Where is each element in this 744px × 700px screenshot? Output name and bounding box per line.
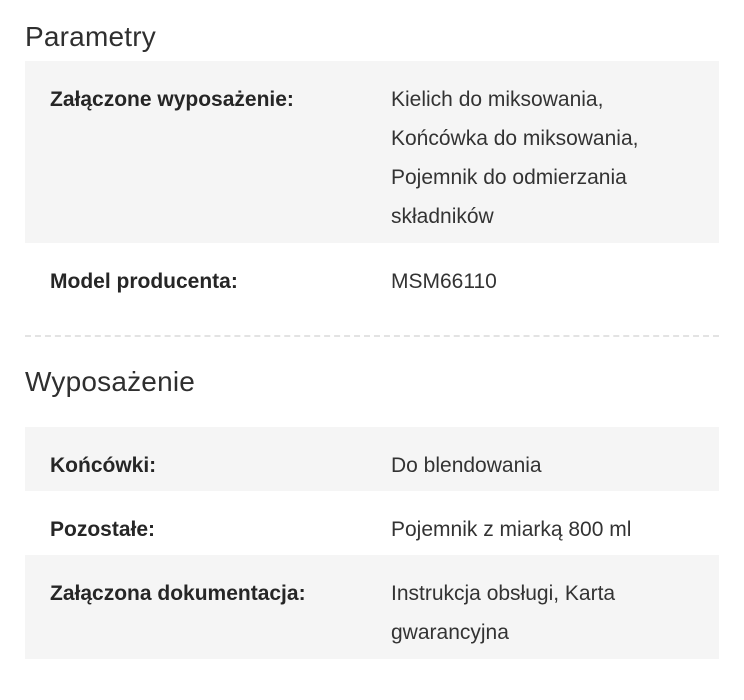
value-line: Pojemnik z miarką 800 ml	[391, 518, 632, 541]
table-row	[25, 61, 719, 243]
value-line: Kielich do miksowania,	[391, 88, 604, 111]
table-row	[25, 243, 719, 307]
row-value	[391, 262, 719, 293]
spec-table-parametry	[25, 61, 719, 307]
row-label: Model producenta:	[50, 270, 238, 293]
table-row	[25, 427, 719, 491]
row-value	[391, 574, 719, 644]
row-value	[391, 80, 719, 228]
table-row	[25, 555, 719, 659]
row-value	[391, 510, 719, 541]
row-value	[391, 446, 719, 477]
row-label: Załączone wyposażenie:	[50, 88, 294, 111]
value-line: składników	[391, 205, 494, 228]
table-row	[25, 491, 719, 555]
section-title-parametry: Parametry	[25, 21, 156, 52]
value-line: Końcówka do miksowania,	[391, 127, 639, 150]
value-line: gwarancyjna	[391, 621, 509, 644]
row-label: Załączona dokumentacja:	[50, 582, 306, 605]
value-line: Pojemnik do odmierzania	[391, 166, 627, 189]
value-line: MSM66110	[391, 270, 497, 293]
row-label: Końcówki:	[50, 454, 157, 477]
spec-table-wyposazenie	[25, 427, 719, 659]
row-label: Pozostałe:	[50, 518, 156, 541]
value-line: Instrukcja obsługi, Karta	[391, 582, 616, 605]
section-title-wyposazenie: Wyposażenie	[25, 366, 196, 397]
value-line: Do blendowania	[391, 454, 542, 477]
